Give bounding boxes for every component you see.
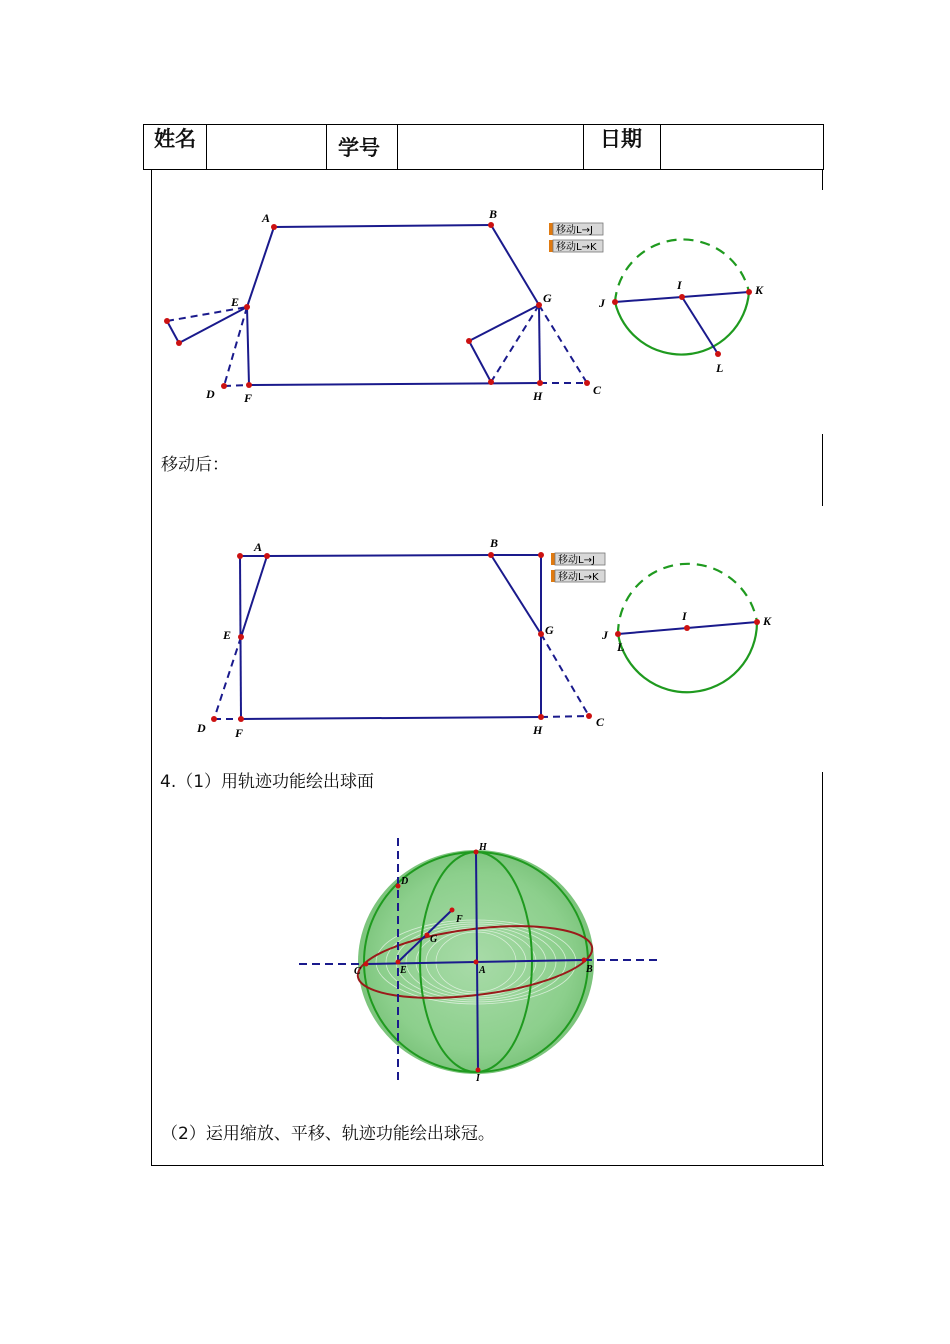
figure-after-move	[150, 530, 800, 750]
point-label: I	[476, 1073, 480, 1084]
date-label: 日期	[600, 127, 642, 151]
point-label: H	[479, 842, 487, 853]
divider	[326, 125, 327, 169]
point-label: G	[543, 291, 552, 305]
frame-right-border	[822, 170, 823, 190]
after-move-label: 移动后：	[161, 455, 229, 475]
point-label: E	[223, 628, 232, 642]
divider	[583, 125, 584, 169]
point-label: D	[197, 721, 206, 735]
point-label: I	[682, 609, 687, 623]
divider	[660, 125, 661, 169]
point-label: A	[479, 965, 486, 976]
point-label: H	[533, 723, 543, 737]
point-label: I	[677, 278, 682, 292]
point-label: L	[617, 640, 625, 654]
student-id-label: 学号	[338, 136, 380, 160]
point-label: B	[586, 964, 593, 975]
point-label: A	[262, 211, 271, 225]
point-label: G	[545, 623, 554, 637]
move-l-to-j-button[interactable]: 移动L→J	[556, 225, 593, 236]
point-label: L	[716, 361, 724, 375]
point-label: G	[430, 934, 438, 945]
point-label: F	[235, 726, 244, 740]
move-l-to-j-button[interactable]: 移动L→J	[558, 555, 595, 566]
header-table	[143, 124, 824, 170]
point-label: K	[755, 283, 764, 297]
point-label: F	[456, 914, 463, 925]
item-4-part-2: （2）运用缩放、平移、轨迹功能绘出球冠。	[161, 1124, 495, 1144]
move-l-to-k-button[interactable]: 移动L→K	[558, 572, 599, 583]
divider	[206, 125, 207, 169]
name-label: 姓名	[154, 127, 196, 151]
point-label: E	[231, 295, 240, 309]
move-l-to-k-button[interactable]: 移动L→K	[556, 242, 597, 253]
point-label: D	[206, 387, 215, 401]
frame-right-border	[822, 772, 823, 1166]
point-label: B	[490, 536, 499, 550]
figure-before-move	[150, 195, 800, 415]
point-label: C	[596, 715, 605, 729]
point-label: C	[593, 383, 602, 397]
point-label: D	[401, 876, 409, 887]
sphere-figure	[295, 835, 665, 1085]
point-label: K	[763, 614, 772, 628]
item-4-part-1: 4.（1）用轨迹功能绘出球面	[160, 772, 375, 792]
point-label: J	[599, 296, 605, 310]
point-label: H	[533, 389, 543, 403]
frame-right-border	[822, 434, 823, 506]
point-label: C	[354, 966, 361, 977]
point-label: E	[400, 965, 407, 976]
point-label: A	[254, 540, 263, 554]
point-label: B	[489, 207, 498, 221]
divider	[397, 125, 398, 169]
frame-bottom-border	[151, 1165, 824, 1166]
point-label: F	[244, 391, 253, 405]
point-label: J	[602, 628, 608, 642]
